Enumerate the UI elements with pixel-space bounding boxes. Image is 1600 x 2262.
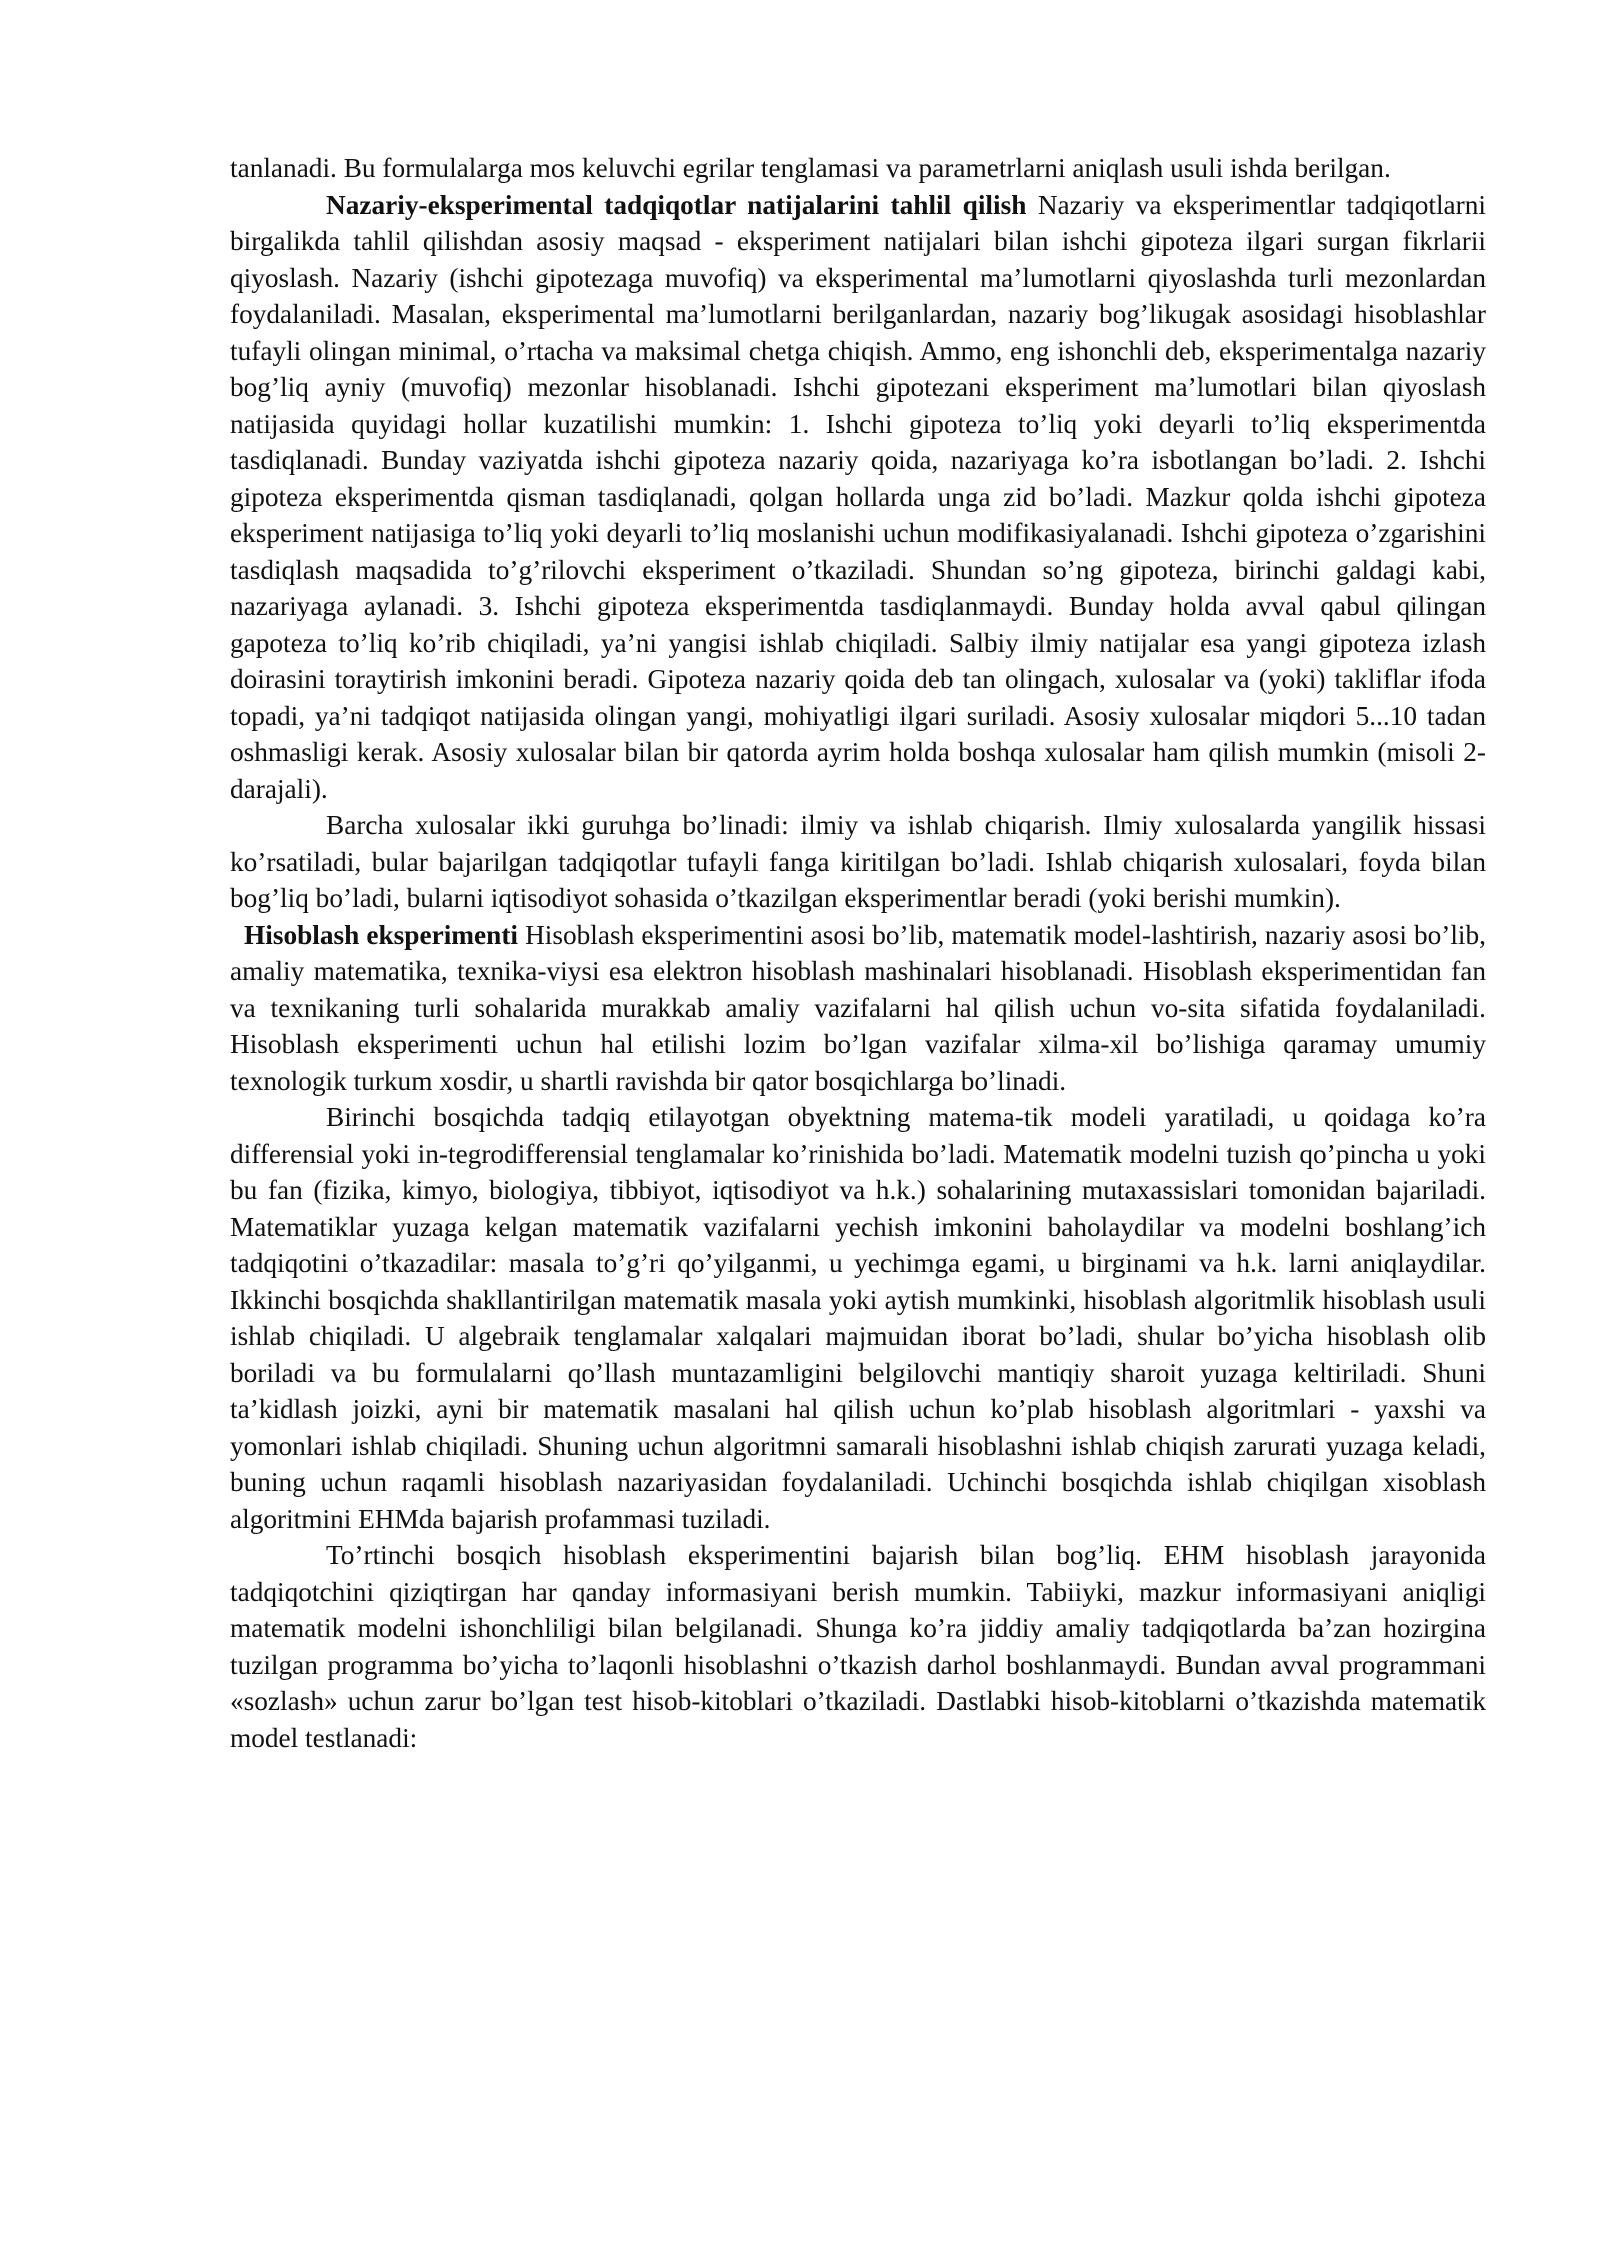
paragraph-analysis: [230, 187, 1486, 808]
paragraph-computational: [230, 917, 1486, 1100]
document-page: [230, 150, 1486, 1756]
paragraph-fourth-stage: To’rtinchi bosqich hisoblash eksperimentini bajarish bilan bog’liq. EHM hisoblash jarayonida tadqiqotchini qiziqtirgan har qanday informasiyani berish mumkin. Tabiiyki, mazkur informasiyani aniqligi matematik modelni ishonchliligi bilan belgilanadi. Shunga ko’ra jiddiy amaliy tadqiqotlarda ba’zan hozirgina tuzilgan programma bo’yicha to’laqonli hisoblashni o’tkazish darhol boshlanmaydi. Bundan avval programmani «sozlash» uchun zarur bo’lgan test hisob-kitoblari o’tkaziladi. Dastlabki hisob-kitoblarni o’tkazishda matematik model testlanadi:: [230, 1540, 1486, 1753]
section-heading-computational: Hisoblash eksperimenti: [244, 919, 518, 950]
paragraph-stages: Birinchi bosqichda tadqiq etilayotgan obyektning matema-tik modeli yaratiladi, u qoidaga ko’ra differensial yoki in-tegrodifferensial tenglamalar ko’rinishida bo’ladi. Matematik modelni tuzish qo’pincha u yoki bu fan (fizika, kimyo, biologiya, tibbiyot, iqtisodiyot va h.k.) sohalarining mutaxassislari tomonidan bajariladi. Matematiklar yuzaga kelgan matematik vazifalarni yechish imkonini baholaydilar va modelni boshlang’ich tadqiqotini o’tkazadilar: masala to’g’ri qo’yilganmi, u yechimga egami, u birginami va h.k. larni aniqlaydilar. Ikkinchi bosqichda shakllantirilgan matematik masala yoki aytish mumkinki, hisoblash algoritmlik hisoblash usuli ishlab chiqiladi. U algebraik tenglamalar xalqalari majmuidan iborat bo’ladi, shular bo’yicha hisoblash olib boriladi va bu formulalarni qo’llash muntazamligini belgilovchi mantiqiy sharoit yuzaga keltiriladi. Shuni ta’kidlash joizki, ayni bir matematik masalani hal qilish uchun ko’plab hisoblash algoritmlari - yaxshi va yomonlari ishlab chiqiladi. Shuning uchun algoritmni samarali hisoblashni ishlab chiqish zarurati yuzaga keladi, buning uchun raqamli hisoblash nazariyasidan foydalaniladi. Uchinchi bosqichda ishlab chiqilgan xisoblash algoritmini EHMda bajarish profammasi tuziladi.: [230, 1102, 1486, 1534]
paragraph-computational-text: Hisoblash eksperimentini asosi bo’lib, matematik model-lashtirish, nazariy asosi bo’lib, amaliy matematika, texnika-viysi esa elektron hisoblash mashinalari hisoblanadi. Hisoblash eksperimentidan fan va texnikaning turli sohalarida murakkab amaliy vazifalarni hal qilish uchun vo-sita sifatida foydalaniladi. Hisoblash eksperimenti uchun hal etilishi lozim bo’lgan vazifalar xilma-xil bo’lishiga qaramay umumiy texnologik turkum xosdir, u shartli ravishda bir qator bosqichlarga bo’linadi.: [230, 919, 1486, 1096]
paragraph-conclusions: Barcha xulosalar ikki guruhga bo’linadi: ilmiy va ishlab chiqarish. Ilmiy xulosalarda yangilik hissasi ko’rsatiladi, bular bajarilgan tadqiqotlar tufayli fanga kiritilgan bo’ladi. Ishlab chiqarish xulosalari, foyda bilan bog’liq bo’ladi, bularni iqtisodiyot sohasida o’tkazilgan eksperimentlar beradi (yoki berishi mumkin).: [230, 810, 1486, 913]
section-heading-analysis: Nazariy-eksperimental tadqiqotlar natijalarini tahlil qilish: [326, 189, 1027, 220]
paragraph-intro: tanlanadi. Bu formulalarga mos keluvchi egrilar tenglamasi va parametrlarni aniqlash usuli ishda berilgan.: [230, 153, 1391, 183]
paragraph-analysis-text: Nazariy va eksperimentlar tadqiqotlarni birgalikda tahlil qilishdan asosiy maqsad - eksperiment natijalari bilan ishchi gipoteza ilgari surgan fikrlarii qiyoslash. Nazariy (ishchi gipotezaga muvofiq) va eksperimental ma’lumotlarni qiyoslashda turli mezonlardan foydalaniladi. Masalan, eksperimental ma’lumotlarni berilganlardan, nazariy bog’likugak asosidagi hisoblashlar tufayli olingan minimal, o’rtacha va maksimal chetga chiqish. Ammo, eng ishonchli deb, eksperimentalga nazariy bog’liq ayniy (muvofiq) mezonlar hisoblanadi. Ishchi gipotezani eksperiment ma’lumotlari bilan qiyoslash natijasida quyidagi hollar kuzatilishi mumkin: 1. Ishchi gipoteza to’liq yoki deyarli to’liq eksperimentda tasdiqlanadi. Bunday vaziyatda ishchi gipoteza nazariy qoida, nazariyaga ko’ra isbotlangan bo’ladi. 2. Ishchi gipoteza eksperimentda qisman tasdiqlanadi, qolgan hollarda unga zid bo’ladi. Mazkur qolda ishchi gipoteza eksperiment natijasiga to’liq yoki deyarli to’liq moslanishi uchun modifikasiyalanadi. Ishchi gipoteza o’zgarishini tasdiqlash maqsadida to’g’rilovchi eksperiment o’tkaziladi. Shundan so’ng gipoteza, birinchi galdagi kabi, nazariyaga aylanadi. 3. Ishchi gipoteza eksperimentda tasdiqlanmaydi. Bunday holda avval qabul qilingan gapoteza to’liq ko’rib chiqiladi, ya’ni yangisi ishlab chiqiladi. Salbiy ilmiy natijalar esa yangi gipoteza izlash doirasini toraytirish imkonini beradi. Gipoteza nazariy qoida deb tan olingach, xulosalar va (yoki) takliflar ifoda topadi, ya’ni tadqiqot natijasida olingan yangi, mohiyatligi ilgari suriladi. Asosiy xulosalar miqdori 5...10 tadan oshmasligi kerak. Asosiy xulosalar bilan bir qatorda ayrim holda boshqa xulosalar ham qilish mumkin (misoli 2- darajali).: [230, 189, 1486, 804]
